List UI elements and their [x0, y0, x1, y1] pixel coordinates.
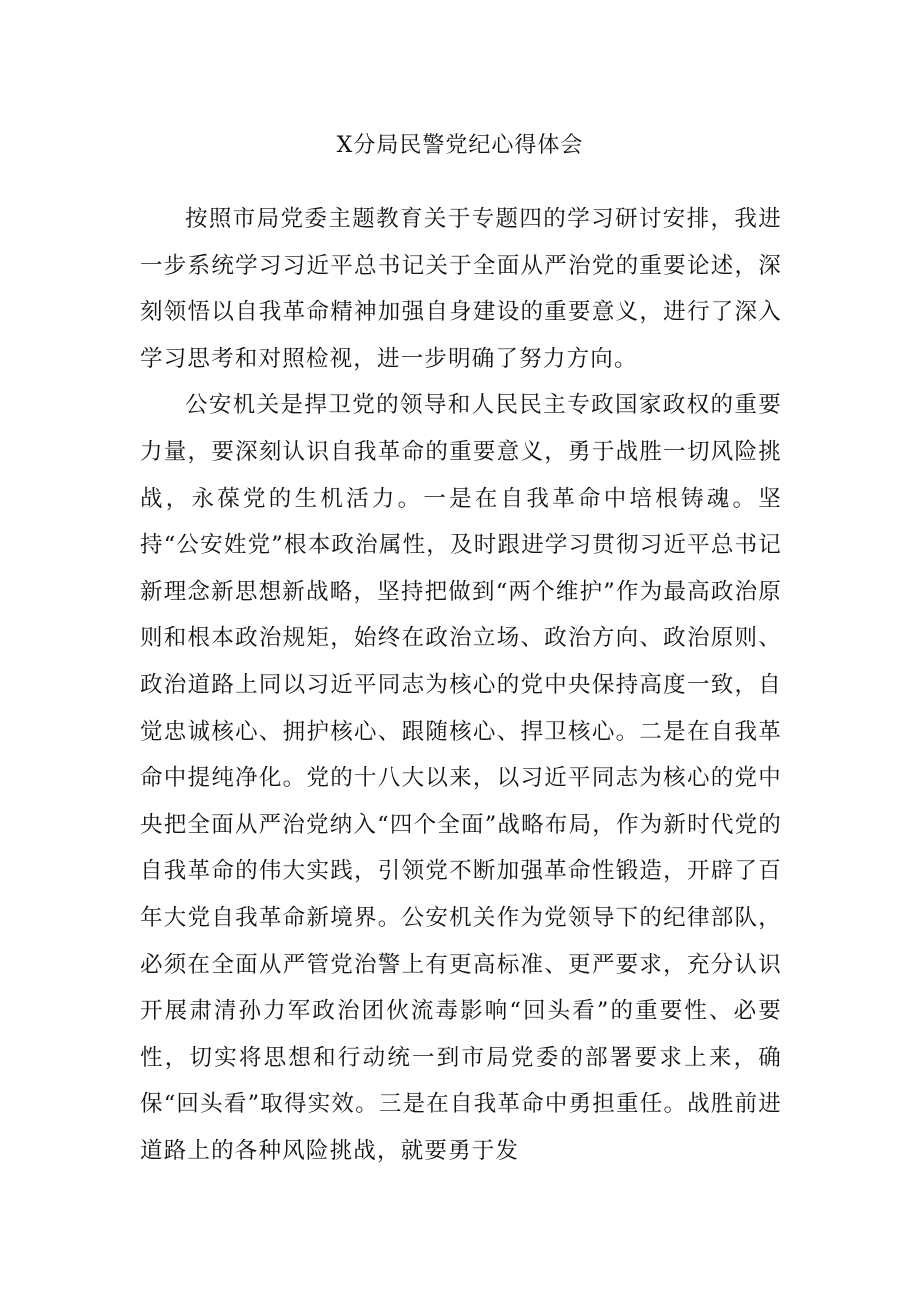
document-body — [140, 196, 782, 1174]
paragraph-main: 公安机关是捍卫党的领导和人民民主专政国家政权的重要力量，要深刻认识自我革命的重要意义，勇于战胜一切风险挑战，永葆党的生机活力。一是在自我革命中培根铸魂。坚持“公安姓党”根本政治属性，及时跟进学习贯彻习近平总书记新理念新思想新战略，坚持把做到“两个维护”作为最高政治原则和根本政治规矩，始终在政治立场、政治方向、政治原则、政治道路上同以习近平同志为核心的党中央保持高度一致，自觉忠诚核心、拥护核心、跟随核心、捍卫核心。二是在自我革命中提纯净化。党的十八大以来，以习近平同志为核心的党中央把全面从严治党纳入“四个全面”战略布局，作为新时代党的自我革命的伟大实践，引领党不断加强革命性锻造，开辟了百年大党自我革命新境界。公安机关作为党领导下的纪律部队，必须在全面从严管党治警上有更高标准、更严要求，充分认识开展肃清孙力军政治团伙流毒影响“回头看”的重要性、必要性，切实将思想和行动统一到市局党委的部署要求上来，确保“回头看”取得实效。三是在自我革命中勇担重任。战胜前进道路上的各种风险挑战，就要勇于发 — [140, 392, 782, 1164]
document-title: X分局民警党纪心得体会 — [336, 133, 584, 158]
paragraph-intro: 按照市局党委主题教育关于专题四的学习研讨安排，我进一步系统学习习近平总书记关于全面从严治党的重要论述，深刻领悟以自我革命精神加强自身建设的重要意义，进行了深入学习思考和对照检视，进一步明确了努力方向。 — [140, 206, 782, 372]
